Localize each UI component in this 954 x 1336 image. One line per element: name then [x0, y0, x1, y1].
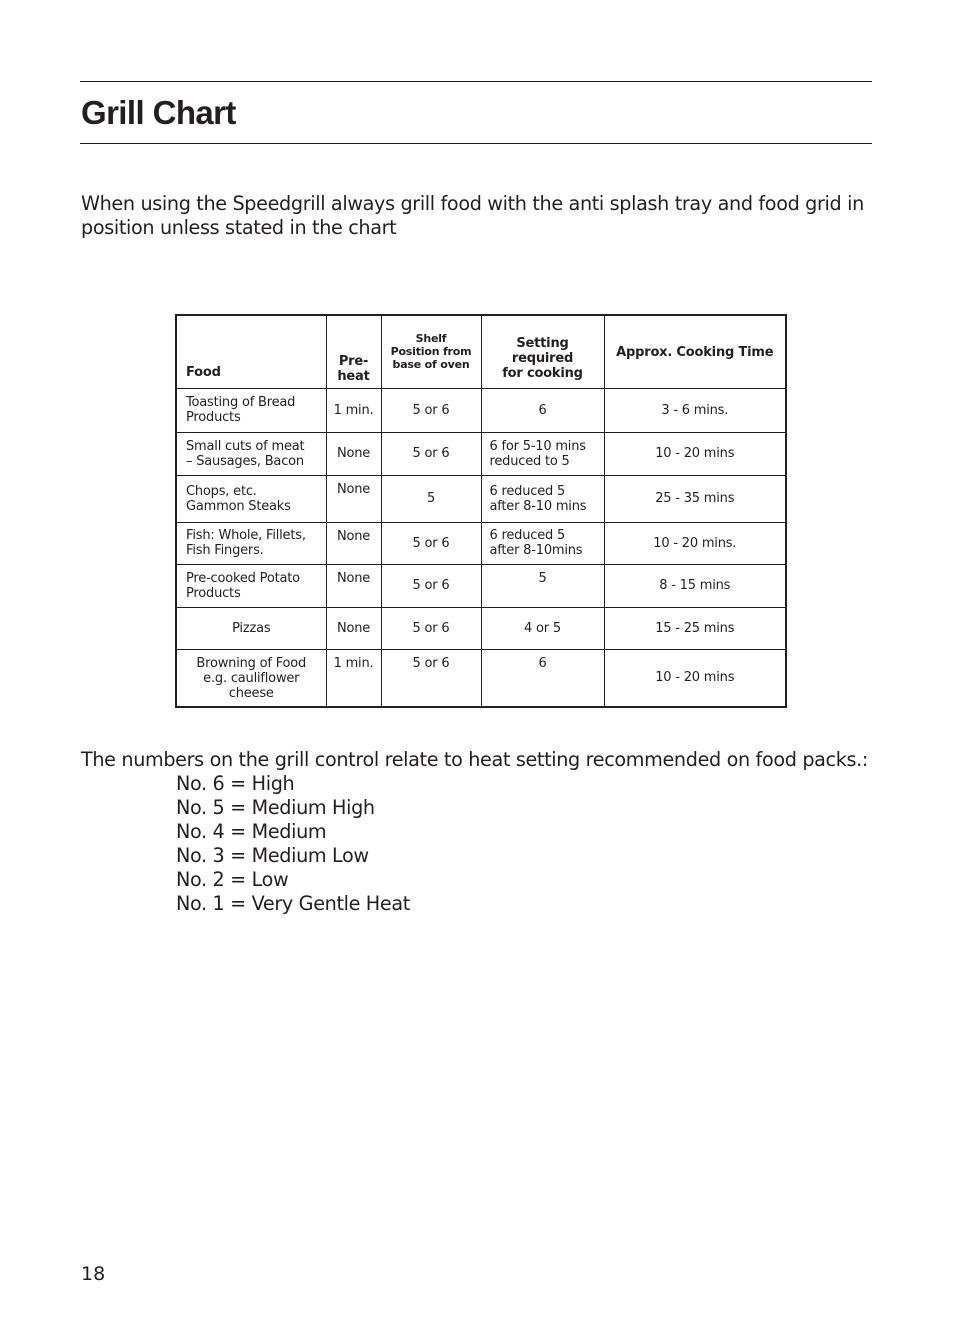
setting-cell: 5: [481, 564, 604, 607]
heat-settings-intro: The numbers on the grill control relate to heat setting recommended on food packs.:: [81, 748, 869, 771]
table-row: [176, 607, 786, 649]
time-cell: 25 - 35 mins: [604, 475, 786, 522]
shelf-cell: 5 or 6: [381, 432, 481, 475]
table-header-row: [176, 315, 786, 388]
shelf-cell: 5 or 6: [381, 607, 481, 649]
header-shelf-position: Shelf Position from base of oven: [381, 315, 481, 388]
preheat-cell: None: [326, 432, 381, 475]
title-rule-top: [80, 81, 872, 82]
food-cell: Pizzas: [176, 607, 326, 649]
list-item: No. 6 = High: [176, 772, 295, 795]
list-item: No. 5 = Medium High: [176, 796, 375, 819]
title-rule-bottom: [80, 143, 872, 144]
preheat-cell: None: [326, 522, 381, 564]
list-item: No. 1 = Very Gentle Heat: [176, 892, 410, 915]
table-row: [176, 475, 786, 522]
shelf-cell: 5 or 6: [381, 388, 481, 432]
food-cell: Small cuts of meat – Sausages, Bacon: [176, 432, 326, 475]
food-cell: Fish: Whole, Fillets, Fish Fingers.: [176, 522, 326, 564]
preheat-cell: None: [326, 475, 381, 522]
header-setting: Setting required for cooking: [481, 315, 604, 388]
food-cell: Pre-cooked Potato Products: [176, 564, 326, 607]
shelf-cell: 5 or 6: [381, 564, 481, 607]
preheat-cell: 1 min.: [326, 649, 381, 707]
time-cell: 10 - 20 mins.: [604, 522, 786, 564]
table-row: [176, 522, 786, 564]
page-title: Grill Chart: [81, 94, 236, 131]
setting-cell: 6 reduced 5 after 8-10mins: [481, 522, 604, 564]
grill-chart-table: [175, 314, 787, 708]
shelf-cell: 5: [381, 475, 481, 522]
list-item: No. 2 = Low: [176, 868, 289, 891]
shelf-cell: 5 or 6: [381, 522, 481, 564]
heat-settings-section: [81, 748, 881, 916]
header-preheat: Pre- heat: [326, 315, 381, 388]
header-cooking-time: Approx. Cooking Time: [604, 315, 786, 388]
time-cell: 10 - 20 mins: [604, 649, 786, 707]
header-food: Food: [176, 315, 326, 388]
time-cell: 8 - 15 mins: [604, 564, 786, 607]
setting-cell: 6: [481, 388, 604, 432]
setting-cell: 6: [481, 649, 604, 707]
table-row: [176, 432, 786, 475]
preheat-cell: None: [326, 607, 381, 649]
food-cell: Chops, etc. Gammon Steaks: [176, 475, 326, 522]
list-item: No. 3 = Medium Low: [176, 844, 369, 867]
time-cell: 10 - 20 mins: [604, 432, 786, 475]
food-cell: Browning of Food e.g. cauliflower cheese: [176, 649, 326, 707]
intro-paragraph: When using the Speedgrill always grill food with the anti splash tray and food grid in position unless stated in the chart: [81, 192, 864, 239]
list-item: No. 4 = Medium: [176, 820, 327, 843]
time-cell: 3 - 6 mins.: [604, 388, 786, 432]
preheat-cell: None: [326, 564, 381, 607]
heat-settings-list: [81, 772, 881, 916]
table-row: [176, 564, 786, 607]
food-cell: Toasting of Bread Products: [176, 388, 326, 432]
setting-cell: 4 or 5: [481, 607, 604, 649]
setting-cell: 6 reduced 5 after 8-10 mins: [481, 475, 604, 522]
setting-cell: 6 for 5-10 mins reduced to 5: [481, 432, 604, 475]
table-row: [176, 649, 786, 707]
table-row: [176, 388, 786, 432]
shelf-cell: 5 or 6: [381, 649, 481, 707]
preheat-cell: 1 min.: [326, 388, 381, 432]
page-number: 18: [81, 1263, 106, 1285]
time-cell: 15 - 25 mins: [604, 607, 786, 649]
